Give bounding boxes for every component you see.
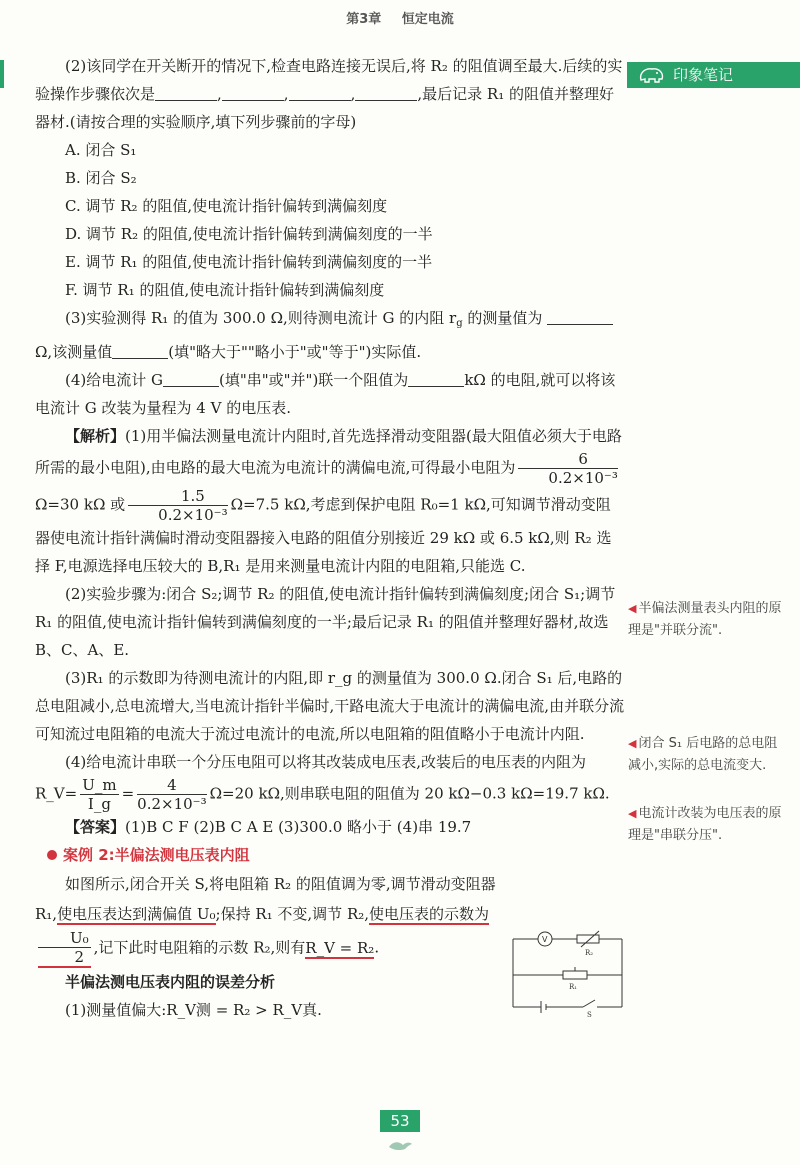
- margin-note-3: [628, 803, 790, 847]
- analysis-text: Ω=7.5 kΩ,考虑到保护电阻 R₀=1 kΩ,可知调节滑动变阻器使电流计指针满偏时滑动变阻器接入电路的阻值分别接近 29 kΩ 或 6.5 kΩ,则 R₂ 选择 F,电源选择电压较大的 B,R₁ 是用来测量电流计内阻的电阻箱,只能选 C.: [35, 495, 612, 575]
- q2-tail: ,最后记录 R₁ 的阻值并整理好器材.(请按合理的实验顺序,填下列步骤前的字母): [35, 85, 614, 131]
- analysis-p2: (2)实验步骤为:闭合 S₂;调节 R₂ 的阻值,使电流计指针偏转到满偏刻度;闭合 S₁;调节 R₁ 的阻值,使电流计指针偏转到满偏刻度的一半;最后记录 R₁ 的阻值并整理好器材,故选 B、C、A、E.: [35, 585, 616, 659]
- page-number: 53: [380, 1110, 420, 1132]
- analysis-p4: (4)给电流计串联一个分压电阻可以将其改装成电压表,改装后的电压表的内阻为: [65, 753, 587, 771]
- analysis-formula: R_V= $\frac{U\_m}{I\_g}$ = $\frac{4}{\text{0.2×10⁻³}}$ Ω=20 kΩ,则串联电阻的阻值为 20 kΩ−0.3 kΩ=19.7 kΩ.: [35, 776, 610, 813]
- q3-text: (填"略大于""略小于"或"等于")实际值.: [168, 343, 422, 361]
- underlined-text: 使电压表达到满偏值 U₀: [57, 905, 216, 923]
- analysis-text: (1)用半偏法测量电流计内阻时,首先选择滑动变阻器(最大阻值必须大于电路所需的最小电阻),由电路的最大电流为电流计的满偏电流,可得最小电阻: [35, 427, 622, 477]
- q3-text: 的测量值为: [462, 309, 543, 327]
- analysis-text: 为: [500, 458, 516, 477]
- triangle-marker-icon: ◀: [628, 807, 637, 820]
- fraction-denominator: 0.2×10⁻³: [137, 795, 207, 813]
- margin-note-text: 半偏法测量表头内阻的原理是"并联分流".: [628, 601, 782, 638]
- question-4: [35, 366, 625, 422]
- answer-blank: [163, 370, 219, 387]
- r2-label: R₂: [585, 949, 594, 957]
- answer-blank: [408, 370, 464, 387]
- answer-blank: [289, 84, 351, 101]
- option-b: B. 闭合 S₂: [65, 169, 137, 187]
- notes-sidebar-header: [627, 62, 800, 88]
- running-header: [0, 8, 800, 27]
- analysis-label: 【解析】: [65, 427, 126, 445]
- case-2-heading: [35, 841, 625, 869]
- underlined-text: 使电压表的示数为: [369, 905, 490, 923]
- fraction-numerator: 1.5: [128, 487, 227, 506]
- q4-text: (4)给电流计 G: [65, 371, 163, 389]
- case-text: ,记下此时电阻箱的示数 R₂,则有: [93, 938, 306, 957]
- margin-note-2: [628, 733, 790, 777]
- answer-line: [35, 813, 625, 841]
- question-2: (2)该同学在开关断开的情况下,检查电路连接无误后,将 R₂ 的阻值调至最大.后续的实验操作步骤依次是 , , , ,最后记录 R₁ 的阻值并整理好器材.(请按合理的实验顺序,填下列步骤前的字母): [35, 57, 623, 131]
- question-3: [35, 304, 625, 366]
- q3-subscript: g: [456, 318, 463, 329]
- underlined-text: R_V = R₂: [305, 938, 375, 957]
- fraction: [518, 450, 617, 487]
- answer-label: 【答案】: [65, 818, 126, 836]
- answer-text: (1)B C F (2)B C A E (3)300.0 略小于 (4)串 19.7: [125, 818, 472, 836]
- triangle-marker-icon: ◀: [628, 602, 637, 615]
- case-text: 如图所示,闭合开关 S,将电阻箱 R₂ 的阻值调为零,调节滑动变阻器 R₁,: [35, 875, 496, 923]
- q2-text: (2)该同学在开关断开的情况下,检查电路连接无误后,将 R₂ 的阻值调至最大.后续的实验操作步骤依次是: [35, 57, 623, 103]
- margin-note-text: 闭合 S₁ 后电路的总电阻减小,实际的总电流变大.: [628, 736, 778, 773]
- error-analysis-title: 半偏法测电压表内阻的误差分析: [65, 973, 276, 991]
- analysis-p3: (3)R₁ 的示数即为待测电流计的内阻,即 r_g 的测量值为 300.0 Ω.闭合 S₁ 后,电路的总电阻减小,总电流增大,当电流计指针半偏时,干路电流大于电流计的满偏电流,由并联分流可知流过电阻箱的电流大于流过电流计的电流,所以电阻箱的阻值略小于电流计内阻.: [35, 669, 625, 743]
- fraction: [38, 929, 91, 968]
- elephant-icon: [637, 65, 667, 85]
- fraction-denominator: 0.2×10⁻³: [548, 469, 618, 487]
- answer-blank: [155, 84, 217, 101]
- q3-text: Ω,该测量值: [35, 343, 113, 361]
- switch-label: S: [587, 1011, 592, 1017]
- r1-label: R₁: [569, 983, 578, 991]
- analysis-p1: [35, 422, 625, 580]
- fraction-denominator: I_g: [87, 795, 111, 813]
- option-c: C. 调节 R₂ 的阻值,使电流计指针偏转到满偏刻度: [65, 197, 388, 215]
- error-analysis-p1: (1)测量值偏大:R_V测 = R₂ > R_V真.: [65, 1001, 322, 1019]
- circuit-diagram: [505, 927, 625, 1017]
- option-f: F. 调节 R₁ 的阻值,使电流计指针偏转到满偏刻度: [65, 281, 385, 299]
- fraction-denominator: 2: [74, 948, 85, 966]
- fraction-denominator: 0.2×10⁻³: [158, 506, 228, 524]
- fraction-numerator: U_m: [82, 776, 117, 794]
- case-text: .: [374, 938, 380, 957]
- page-body: [35, 52, 625, 1024]
- fraction-numerator: 6: [518, 450, 617, 469]
- chapter-title: 恒定电流: [401, 12, 454, 27]
- bird-icon: [385, 1138, 415, 1152]
- option-e: E. 调节 R₁ 的阻值,使电流计指针偏转到满偏刻度的一半: [65, 253, 433, 271]
- case-2-title: 案例 2:半偏法测电压表内阻: [63, 846, 250, 864]
- case-2-text: [35, 869, 497, 968]
- notes-sidebar-label: 印象笔记: [673, 66, 734, 84]
- margin-note-text: 电流计改装为电压表的原理是"串联分压".: [628, 806, 782, 843]
- q3-text: (3)实验测得 R₁ 的值为 300.0 Ω,则待测电流计 G 的内阻 r: [65, 309, 457, 327]
- voltmeter-label: V: [542, 935, 548, 944]
- fraction: [137, 776, 206, 813]
- fraction: [128, 487, 227, 524]
- answer-blank: [112, 342, 168, 359]
- q4-text: (填"串"或"并")联一个阻值为: [219, 371, 409, 389]
- analysis-text: Ω=30 kΩ 或: [35, 495, 126, 514]
- fraction: [80, 776, 118, 813]
- answer-blank: [547, 308, 613, 325]
- option-a: A. 闭合 S₁: [65, 141, 137, 159]
- triangle-marker-icon: ◀: [628, 737, 637, 750]
- q4-text: kΩ 的电阻,就可以将该电流计 G 改装为量程为 4 V 的电压表.: [35, 371, 616, 417]
- answer-blank: [222, 84, 284, 101]
- answer-blank: [355, 84, 417, 101]
- analysis-text: Ω=20 kΩ,则串联电阻的阻值为 20 kΩ−0.3 kΩ=19.7 kΩ.: [209, 784, 610, 803]
- bullet-dot-icon: [47, 850, 57, 860]
- chapter-number: 第3章: [346, 12, 382, 27]
- formula-symbol: R_V: [35, 784, 65, 803]
- fraction-numerator: 4: [137, 776, 206, 795]
- margin-note-1: [628, 598, 790, 642]
- fraction-numerator: U₀: [38, 929, 91, 948]
- left-edge-decoration: [0, 60, 4, 88]
- case-text: ;保持 R₁ 不变,调节 R₂,: [215, 905, 370, 923]
- option-d: D. 调节 R₂ 的阻值,使电流计指针偏转到满偏刻度的一半: [65, 225, 433, 243]
